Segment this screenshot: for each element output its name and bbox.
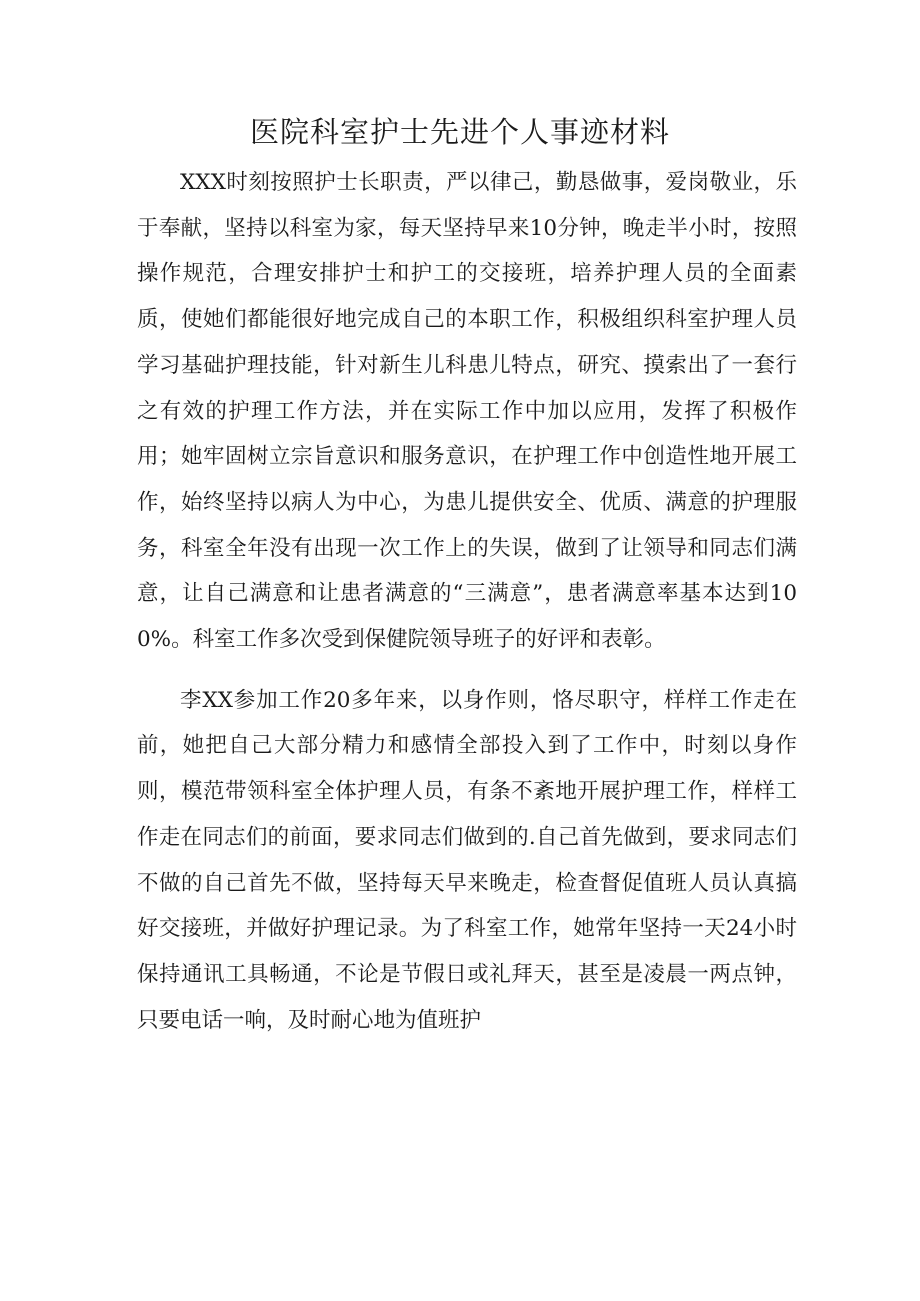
paragraph-1: XXX时刻按照护士长职责，严以律己，勤恳做事，爱岗敬业，乐于奉献，坚持以科室为家，每天坚持早来10分钟，晚走半小时，按照操作规范，合理安排护士和护工的交接班，培养护理人员的全面素质，使她们都能很好地完成自己的本职工作，积极组织科室护理人员学习基础护理技能，针对新生儿科患儿特点，研究、摸索出了一套行之有效的护理工作方法，并在实际工作中加以应用，发挥了积极作用；她牢固树立宗旨意识和服务意识，在护理工作中创造性地开展工作，始终坚持以病人为中心，为患儿提供安全、优质、满意的护理服务，科室全年没有出现一次工作上的失误，做到了让领导和同志们满意，让自己满意和让患者满意的“三满意”，患者满意率基本达到100%。科室工作多次受到保健院领导班子的好评和表彰。 xyxy=(137,170,797,653)
document-body xyxy=(137,160,797,1043)
document-title: 医院科室护士先进个人事迹材料 xyxy=(249,115,670,149)
paragraph-2: 李XX参加工作20多年来，以身作则，恪尽职守，样样工作走在前，她把自己大部分精力和感情全部投入到了工作中，时刻以身作则，模范带领科室全体护理人员，有条不紊地开展护理工作，样样工作走在同志们的前面，要求同志们做到的.自己首先做到，要求同志们不做的自己首先不做，坚持每天早来晚走，检查督促值班人员认真搞好交接班，并做好护理记录。为了科室工作，她常年坚持一天24小时保持通讯工具畅通，不论是节假日或礼拜天，甚至是凌晨一两点钟，只要电话一响，及时耐心地为值班护 xyxy=(137,687,797,1033)
